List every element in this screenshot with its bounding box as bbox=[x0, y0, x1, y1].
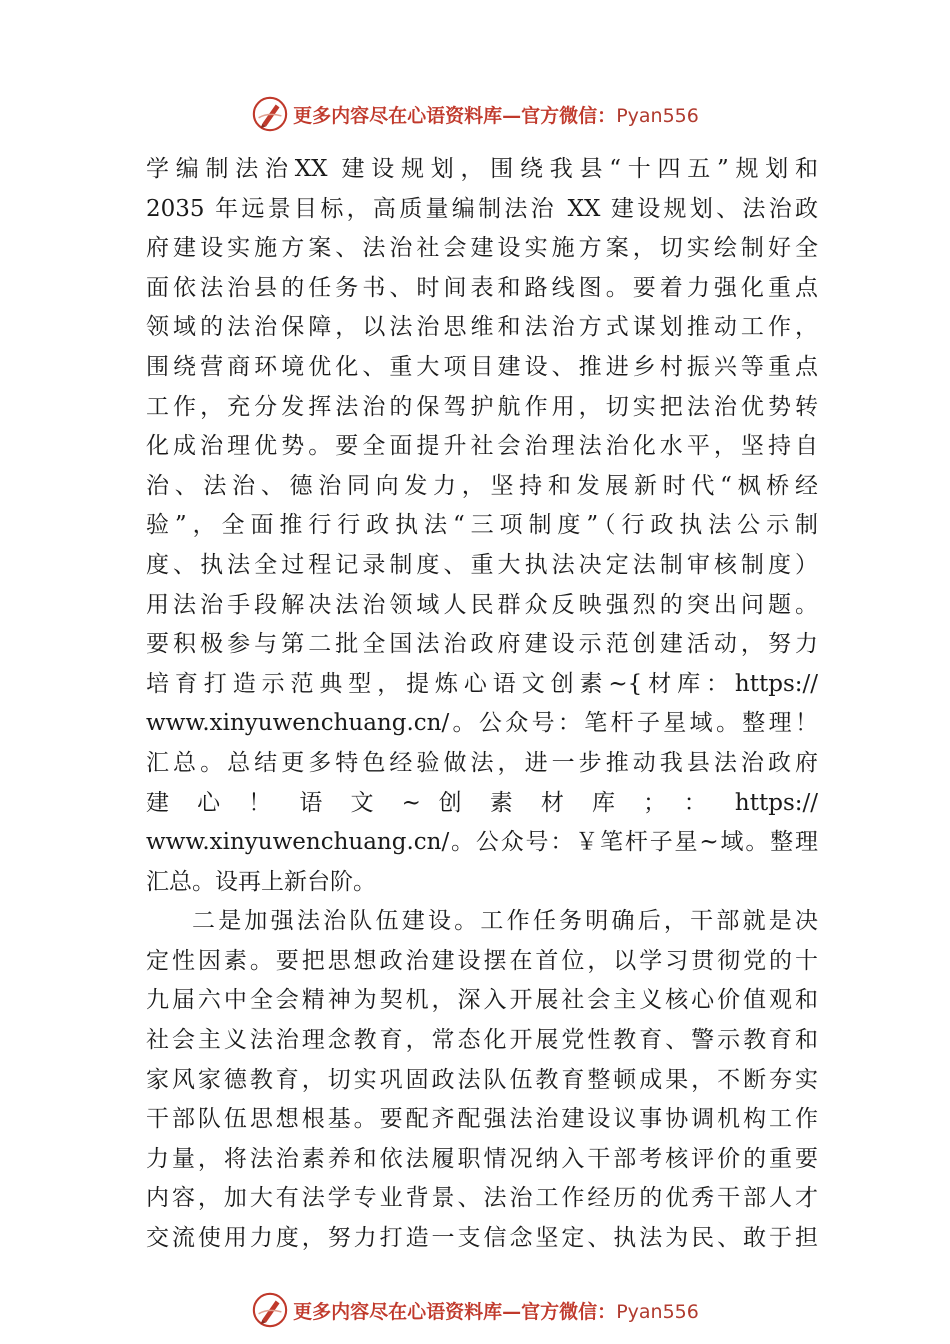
body-line: 学编制法治XX 建设规划，围绕我县“十四五”规划和 bbox=[146, 156, 818, 182]
body-line: 验”，全面推行行政执法“三项制度”（行政执法公示制 bbox=[146, 512, 818, 539]
watermark-contact-label: 官方微信： bbox=[521, 1300, 617, 1323]
body-line: 化成治理优势。要全面提升社会治理法治化水平，坚持自 bbox=[146, 433, 818, 460]
document-body bbox=[146, 150, 818, 1259]
body-line: 汇总。设再上新台阶。 bbox=[146, 868, 376, 895]
watermark-contact-id: Pyan556 bbox=[616, 104, 699, 127]
body-line: 府建设实施方案、法治社会建设实施方案，切实绘制好全 bbox=[146, 235, 818, 262]
body-line: 干部队伍思想根基。要配齐配强法治建设议事协调机构工作 bbox=[146, 1106, 818, 1133]
body-line: 2035 年远景目标，高质量编制法治 XX 建设规划、法治政 bbox=[146, 195, 818, 222]
body-line: 社会主义法治理念教育，常态化开展党性教育、警示教育和 bbox=[146, 1027, 818, 1054]
watermark-text: 更多内容尽在心语资料库 bbox=[293, 104, 503, 127]
body-line: 领域的法治保障，以法治思维和法治方式谋划推动工作， bbox=[146, 314, 818, 341]
body-line: 九届六中全会精神为契机，深入开展社会主义核心价值观和 bbox=[146, 987, 818, 1014]
body-line: 建 心 ！ 语 文 ~ 创 素 材 库 ； ： https:// bbox=[146, 789, 818, 816]
watermark-header bbox=[0, 92, 950, 136]
pen-logo-icon bbox=[251, 1291, 289, 1329]
body-line: 围绕营商环境优化、重大项目建设、推进乡村振兴等重点 bbox=[146, 353, 818, 380]
watermark-contact-label: 官方微信： bbox=[521, 104, 617, 127]
watermark-separator: — bbox=[502, 1300, 522, 1323]
body-line: 用法治手段解决法治领域人民群众反映强烈的突出问题。 bbox=[146, 591, 818, 618]
body-line: 交流使用力度，努力打造一支信念坚定、执法为民、敢于担 bbox=[146, 1225, 818, 1252]
watermark-separator: — bbox=[502, 104, 522, 127]
watermark-contact-id: Pyan556 bbox=[616, 1300, 699, 1323]
body-line: 二是加强法治队伍建设。工作任务明确后，干部就是决 bbox=[192, 908, 818, 935]
body-line: www.xinyuwenchuang.cn/。公众号：￥笔杆子星~域。整理 bbox=[146, 829, 818, 856]
body-line: 培育打造示范典型，提炼心语文创素~{材库：https:// bbox=[146, 670, 818, 697]
pen-logo-icon bbox=[251, 95, 289, 133]
body-line: 力量，将法治素养和依法履职情况纳入干部考核评价的重要 bbox=[146, 1145, 818, 1172]
body-line: 度、执法全过程记录制度、重大执法决定法制审核制度） bbox=[146, 551, 818, 578]
body-line: 内容，加大有法学专业背景、法治工作经历的优秀干部人才 bbox=[146, 1185, 818, 1212]
body-line: 治、法治、德治同向发力，坚持和发展新时代“枫桥经 bbox=[146, 472, 818, 499]
body-line: 工作，充分发挥法治的保驾护航作用，切实把法治优势转 bbox=[146, 393, 818, 420]
body-line: www.xinyuwenchuang.cn/。公众号：笔杆子星域。整理！ bbox=[146, 710, 818, 737]
body-line: 汇总。总结更多特色经验做法，进一步推动我县法治政府 bbox=[146, 749, 818, 776]
watermark-footer bbox=[0, 1288, 950, 1332]
body-line: 家风家德教育，切实巩固政法队伍教育整顿成果，不断夯实 bbox=[146, 1066, 818, 1093]
body-line: 定性因素。要把思想政治建设摆在首位，以学习贯彻党的十 bbox=[146, 947, 818, 974]
watermark-text: 更多内容尽在心语资料库 bbox=[293, 1300, 503, 1323]
body-line: 要积极参与第二批全国法治政府建设示范创建活动，努力 bbox=[146, 631, 818, 658]
body-line: 面依法治县的任务书、时间表和路线图。要着力强化重点 bbox=[146, 274, 818, 301]
